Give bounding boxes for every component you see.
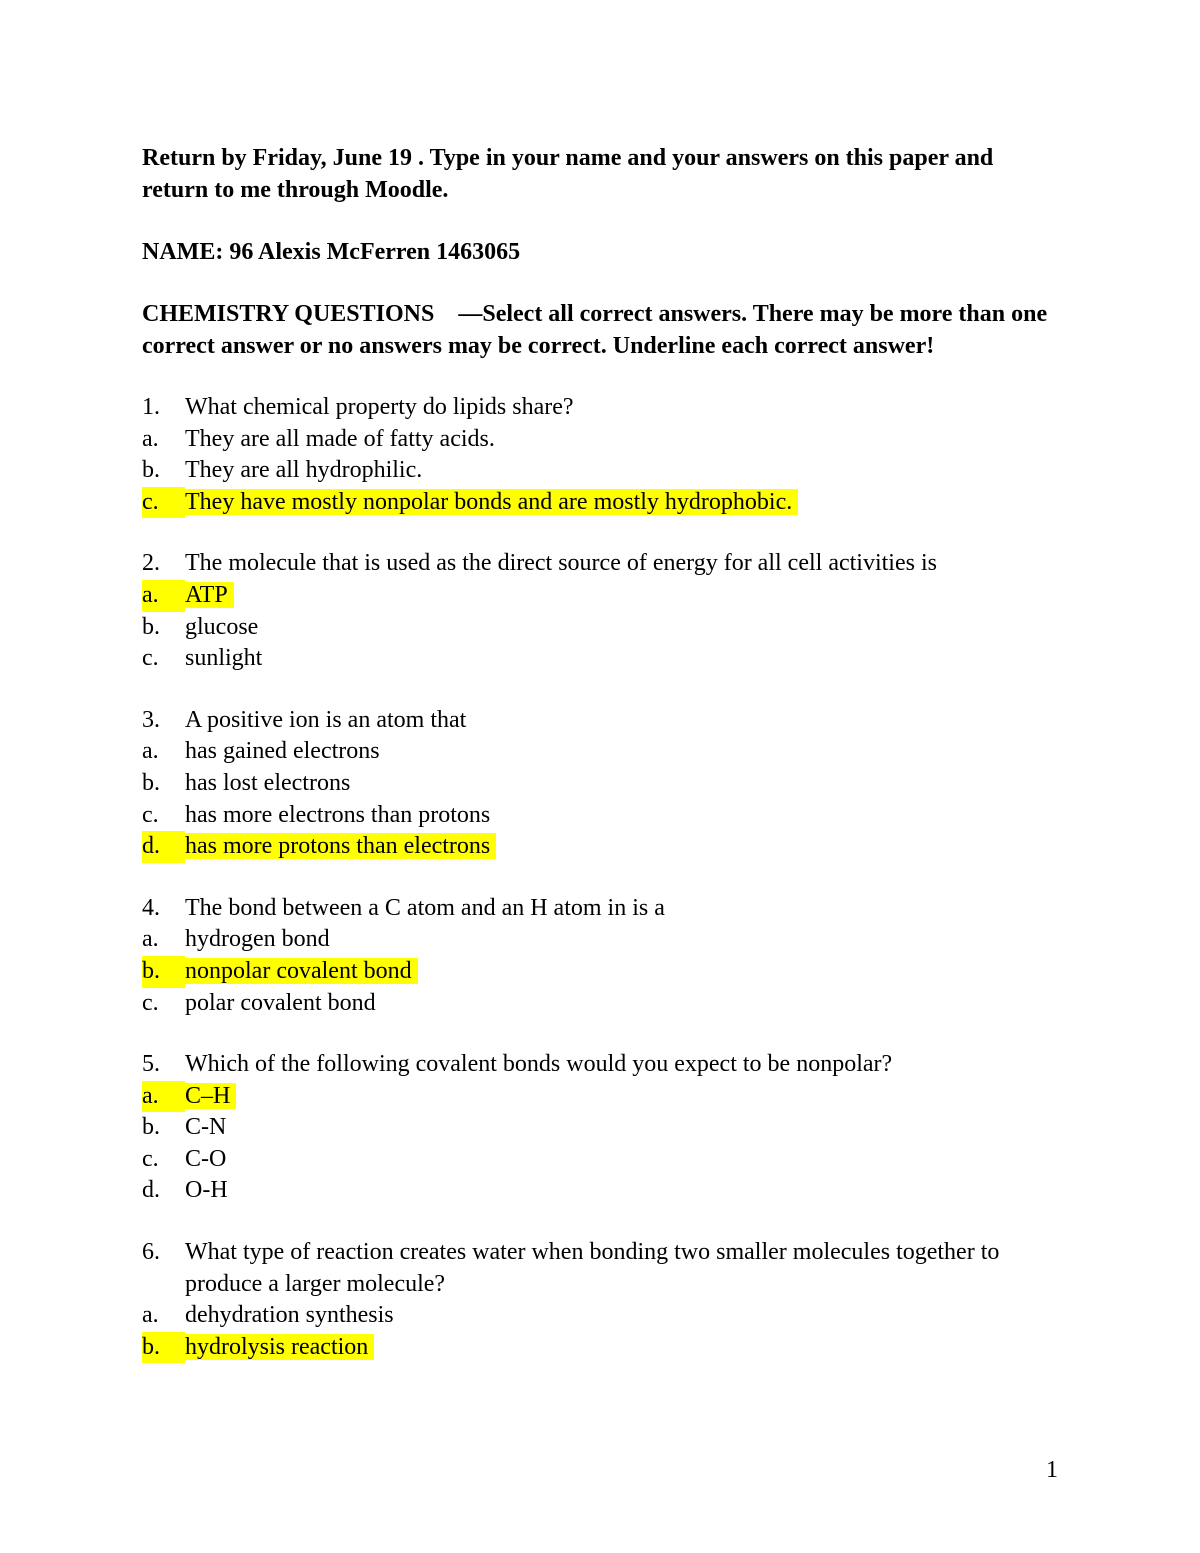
answer-option bbox=[142, 1144, 1062, 1176]
option-letter: c. bbox=[142, 989, 159, 1016]
question-number: 4. bbox=[142, 894, 160, 921]
option-letter: b. bbox=[142, 613, 160, 640]
student-name: NAME: 96 Alexis McFerren 1463065 bbox=[142, 239, 521, 265]
question-text: The bond between a C atom and an H atom in is a bbox=[185, 894, 665, 921]
option-text: O-H bbox=[185, 1177, 228, 1204]
answer-option bbox=[142, 1300, 1062, 1332]
question-stem bbox=[142, 392, 1062, 424]
answer-option bbox=[142, 800, 1062, 832]
option-letter: d. bbox=[142, 831, 185, 863]
answer-option bbox=[142, 768, 1062, 800]
option-letter: a. bbox=[142, 580, 185, 612]
option-letter: c. bbox=[142, 645, 159, 672]
question-3 bbox=[142, 705, 1062, 863]
option-text: has more electrons than protons bbox=[185, 801, 491, 828]
question-2 bbox=[142, 548, 1062, 674]
option-text: nonpolar covalent bond bbox=[185, 958, 418, 984]
option-text: glucose bbox=[185, 613, 259, 640]
option-text: has gained electrons bbox=[185, 738, 380, 765]
answer-option-highlighted bbox=[142, 831, 1062, 863]
option-letter: a. bbox=[142, 425, 159, 452]
option-text: hydrolysis reaction bbox=[185, 1334, 374, 1360]
section-title: CHEMISTRY QUESTIONS bbox=[142, 301, 435, 327]
option-letter: b. bbox=[142, 956, 185, 988]
question-stem bbox=[142, 705, 1062, 737]
question-5 bbox=[142, 1049, 1062, 1207]
section-instructions bbox=[142, 298, 1062, 362]
answer-option bbox=[142, 924, 1062, 956]
answer-option-highlighted bbox=[142, 1332, 1062, 1364]
question-number: 5. bbox=[142, 1051, 160, 1078]
answer-option-highlighted bbox=[142, 580, 1062, 612]
answer-option-highlighted bbox=[142, 487, 1062, 519]
answer-option bbox=[142, 612, 1062, 644]
answer-option-highlighted bbox=[142, 956, 1062, 988]
option-letter: c. bbox=[142, 801, 159, 828]
question-number: 1. bbox=[142, 394, 160, 420]
question-1 bbox=[142, 392, 1062, 518]
option-text: C-N bbox=[185, 1114, 227, 1141]
option-text: dehydration synthesis bbox=[185, 1302, 394, 1329]
question-4 bbox=[142, 893, 1062, 1019]
instructions-text: —Select all correct answers. There may be more than one correct answer or no answers may be correct. Underline each correct answer! bbox=[142, 301, 1048, 359]
option-text: They have mostly nonpolar bonds and are mostly hydrophobic. bbox=[185, 489, 798, 515]
question-text: A positive ion is an atom that bbox=[185, 706, 467, 733]
question-number: 2. bbox=[142, 550, 160, 577]
option-letter: b. bbox=[142, 457, 160, 484]
option-letter: c. bbox=[142, 487, 185, 519]
option-letter: d. bbox=[142, 1177, 160, 1204]
question-text: What chemical property do lipids share? bbox=[185, 394, 574, 420]
answer-option bbox=[142, 643, 1062, 675]
answer-option bbox=[142, 988, 1062, 1020]
answer-option bbox=[142, 736, 1062, 768]
answer-option bbox=[142, 1175, 1062, 1207]
document-page bbox=[142, 142, 1062, 1393]
question-list bbox=[142, 392, 1062, 1363]
option-letter: b. bbox=[142, 1114, 160, 1141]
option-text: polar covalent bond bbox=[185, 989, 376, 1016]
option-letter: b. bbox=[142, 769, 160, 796]
question-number: 3. bbox=[142, 706, 160, 733]
option-letter: b. bbox=[142, 1332, 185, 1364]
answer-option-highlighted bbox=[142, 1081, 1062, 1113]
answer-option bbox=[142, 455, 1062, 487]
answer-option bbox=[142, 1112, 1062, 1144]
option-text: ATP bbox=[185, 582, 234, 608]
page-number: 1 bbox=[1046, 1457, 1058, 1483]
option-text: sunlight bbox=[185, 645, 263, 672]
option-text: C–H bbox=[185, 1083, 236, 1109]
question-text: What type of reaction creates water when bonding two smaller molecules together to produce a larger molecule? bbox=[185, 1239, 1000, 1297]
option-letter: c. bbox=[142, 1145, 159, 1172]
question-stem bbox=[142, 1049, 1062, 1081]
answer-option bbox=[142, 424, 1062, 456]
option-letter: a. bbox=[142, 1302, 159, 1329]
question-stem bbox=[142, 548, 1062, 580]
option-text: They are all hydrophilic. bbox=[185, 457, 423, 484]
question-text: Which of the following covalent bonds would you expect to be nonpolar? bbox=[185, 1051, 893, 1078]
option-text: hydrogen bond bbox=[185, 926, 330, 953]
return-instructions: Return by Friday, June 19 . Type in your name and your answers on this paper and return to me through Moodle. bbox=[142, 145, 994, 203]
question-stem bbox=[142, 893, 1062, 925]
question-number: 6. bbox=[142, 1239, 160, 1266]
option-text: has lost electrons bbox=[185, 769, 351, 796]
question-6 bbox=[142, 1237, 1062, 1363]
option-text: C-O bbox=[185, 1145, 227, 1172]
option-text: They are all made of fatty acids. bbox=[185, 425, 495, 452]
option-letter: a. bbox=[142, 738, 159, 765]
option-text: has more protons than electrons bbox=[185, 833, 496, 859]
question-stem bbox=[142, 1237, 1062, 1300]
question-text: The molecule that is used as the direct source of energy for all cell activities is bbox=[185, 550, 937, 577]
option-letter: a. bbox=[142, 926, 159, 953]
option-letter: a. bbox=[142, 1081, 185, 1113]
